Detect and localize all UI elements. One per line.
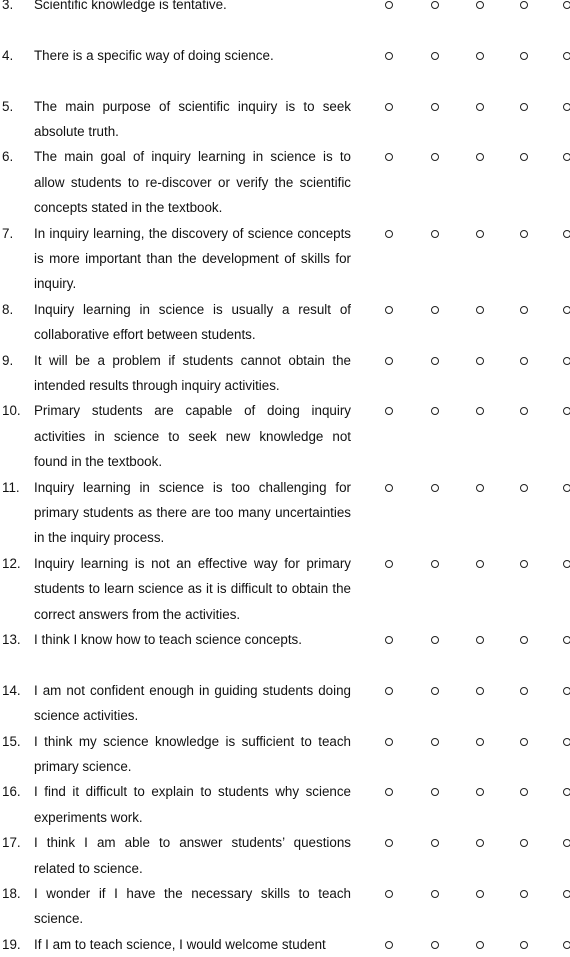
radio-option-2[interactable] (431, 738, 439, 746)
radio-option-3[interactable] (476, 153, 484, 161)
survey-item (0, 348, 570, 399)
radio-option-1[interactable] (385, 636, 393, 644)
radio-option-5[interactable] (563, 306, 570, 314)
item-statement: Inquiry learning in science is usually a result of collaborative effort between students. (34, 301, 351, 343)
radio-option-2[interactable] (431, 560, 439, 568)
response-options (351, 678, 570, 703)
radio-option-3[interactable] (476, 357, 484, 365)
radio-option-4[interactable] (520, 738, 528, 746)
survey-item (0, 551, 570, 627)
response-options (351, 475, 570, 500)
radio-option-5[interactable] (563, 407, 570, 415)
item-statement: I wonder if I have the necessary skills to teach science. (34, 885, 351, 927)
radio-option-3[interactable] (476, 636, 484, 644)
radio-option-2[interactable] (431, 839, 439, 847)
item-statement: I think I am able to answer students’ questions related to science. (34, 835, 351, 876)
survey-item (0, 297, 570, 348)
radio-option-5[interactable] (563, 738, 570, 746)
response-options (351, 221, 570, 246)
radio-option-3[interactable] (476, 407, 484, 415)
item-number: 3. (2, 0, 14, 12)
radio-option-5[interactable] (563, 560, 570, 568)
radio-option-4[interactable] (520, 357, 528, 365)
item-statement: If I am to teach science, I would welcome student (34, 936, 326, 952)
survey-item (0, 678, 570, 729)
survey-item (0, 94, 570, 145)
item-statement: Inquiry learning in science is too challenging for primary students as there are too many uncertainties in the inquiry process. (34, 479, 351, 546)
radio-option-5[interactable] (563, 357, 570, 365)
radio-option-3[interactable] (476, 788, 484, 796)
radio-option-2[interactable] (431, 788, 439, 796)
radio-option-3[interactable] (476, 687, 484, 695)
radio-option-1[interactable] (385, 941, 393, 949)
item-number: 11. (2, 479, 20, 495)
radio-option-3[interactable] (476, 52, 484, 60)
response-options (351, 94, 570, 119)
survey-item (0, 830, 570, 881)
survey-item (0, 881, 570, 932)
response-options (351, 144, 570, 169)
response-options (351, 729, 570, 754)
radio-option-4[interactable] (520, 306, 528, 314)
radio-option-2[interactable] (431, 103, 439, 111)
radio-option-1[interactable] (385, 1, 393, 9)
radio-option-2[interactable] (431, 407, 439, 415)
item-statement: I am not confident enough in guiding students doing science activities. (34, 682, 351, 724)
item-number: 16. (2, 784, 21, 800)
radio-option-5[interactable] (563, 839, 570, 847)
response-options (351, 551, 570, 576)
survey-item (0, 475, 570, 551)
radio-option-4[interactable] (520, 407, 528, 415)
radio-option-2[interactable] (431, 52, 439, 60)
item-number: 17. (2, 835, 21, 851)
radio-option-4[interactable] (520, 788, 528, 796)
item-number: 5. (2, 98, 14, 114)
radio-option-5[interactable] (563, 1, 570, 9)
radio-option-4[interactable] (520, 560, 528, 568)
survey-item (0, 221, 570, 297)
radio-option-5[interactable] (563, 52, 570, 60)
survey-item (0, 779, 570, 830)
item-number: 18. (2, 885, 21, 901)
item-statement: It will be a problem if students cannot obtain the intended results through inquiry activities. (34, 352, 351, 393)
response-options (351, 398, 570, 423)
item-number: 12. (2, 555, 21, 571)
radio-option-1[interactable] (385, 230, 393, 238)
item-statement: The main goal of inquiry learning in science is to allow students to re-discover or verify the scientific concepts stated in the textbook. (34, 149, 351, 216)
radio-option-3[interactable] (476, 890, 484, 898)
item-number: 8. (2, 301, 14, 317)
survey-item (0, 0, 570, 43)
item-number: 19. (2, 936, 21, 952)
radio-option-4[interactable] (520, 52, 528, 60)
response-options (351, 0, 570, 17)
response-options (351, 830, 570, 855)
radio-option-2[interactable] (431, 636, 439, 644)
radio-option-3[interactable] (476, 103, 484, 111)
radio-option-1[interactable] (385, 103, 393, 111)
radio-option-1[interactable] (385, 407, 393, 415)
radio-option-1[interactable] (385, 52, 393, 60)
radio-option-1[interactable] (385, 738, 393, 746)
survey-item (0, 932, 570, 957)
response-options (351, 932, 570, 957)
radio-option-3[interactable] (476, 484, 484, 492)
radio-option-5[interactable] (563, 687, 570, 695)
radio-option-4[interactable] (520, 890, 528, 898)
response-options (351, 627, 570, 652)
item-statement: I think I know how to teach science concepts. (34, 631, 302, 647)
radio-option-4[interactable] (520, 839, 528, 847)
response-options (351, 43, 570, 68)
survey-item (0, 398, 570, 474)
item-number: 7. (2, 225, 14, 241)
survey-item (0, 627, 570, 678)
item-number: 13. (2, 631, 21, 647)
radio-option-1[interactable] (385, 890, 393, 898)
radio-option-3[interactable] (476, 230, 484, 238)
radio-option-5[interactable] (563, 153, 570, 161)
item-number: 9. (2, 352, 14, 368)
radio-option-5[interactable] (563, 103, 570, 111)
survey-item (0, 144, 570, 220)
item-number: 10. (2, 403, 21, 419)
radio-option-1[interactable] (385, 788, 393, 796)
radio-option-2[interactable] (431, 153, 439, 161)
radio-option-2[interactable] (431, 357, 439, 365)
radio-option-4[interactable] (520, 484, 528, 492)
radio-option-2[interactable] (431, 306, 439, 314)
radio-option-2[interactable] (431, 941, 439, 949)
response-options (351, 779, 570, 804)
item-statement: I think my science knowledge is sufficient to teach primary science. (34, 733, 351, 774)
radio-option-3[interactable] (476, 1, 484, 9)
survey-item (0, 729, 570, 780)
radio-option-1[interactable] (385, 306, 393, 314)
radio-option-2[interactable] (431, 484, 439, 492)
radio-option-4[interactable] (520, 1, 528, 9)
radio-option-3[interactable] (476, 560, 484, 568)
radio-option-5[interactable] (563, 636, 570, 644)
radio-option-4[interactable] (520, 103, 528, 111)
radio-option-5[interactable] (563, 484, 570, 492)
item-statement: Primary students are capable of doing inquiry activities in science to seek new knowledge not found in the textbook. (34, 403, 351, 470)
item-statement: The main purpose of scientific inquiry is to seek absolute truth. (34, 98, 351, 139)
radio-option-3[interactable] (476, 738, 484, 746)
radio-option-4[interactable] (520, 687, 528, 695)
radio-option-1[interactable] (385, 560, 393, 568)
radio-option-1[interactable] (385, 153, 393, 161)
radio-option-3[interactable] (476, 306, 484, 314)
radio-option-4[interactable] (520, 636, 528, 644)
item-statement: Scientific knowledge is tentative. (34, 0, 227, 12)
radio-option-2[interactable] (431, 687, 439, 695)
radio-option-2[interactable] (431, 890, 439, 898)
item-number: 6. (2, 149, 14, 165)
radio-option-1[interactable] (385, 484, 393, 492)
radio-option-3[interactable] (476, 941, 484, 949)
radio-option-2[interactable] (431, 230, 439, 238)
item-number: 14. (2, 682, 21, 698)
item-number: 4. (2, 47, 14, 63)
survey-item (0, 43, 570, 94)
radio-option-5[interactable] (563, 788, 570, 796)
item-statement: In inquiry learning, the discovery of science concepts is more important than the development of skills for inquiry. (34, 225, 351, 292)
item-statement: I find it difficult to explain to students why science experiments work. (34, 784, 351, 825)
radio-option-4[interactable] (520, 941, 528, 949)
radio-option-3[interactable] (476, 839, 484, 847)
radio-option-1[interactable] (385, 839, 393, 847)
response-options (351, 881, 570, 906)
response-options (351, 297, 570, 322)
radio-option-1[interactable] (385, 687, 393, 695)
radio-option-5[interactable] (563, 941, 570, 949)
radio-option-5[interactable] (563, 230, 570, 238)
item-number: 15. (2, 733, 21, 749)
item-statement: There is a specific way of doing science. (34, 47, 274, 63)
radio-option-4[interactable] (520, 230, 528, 238)
radio-option-1[interactable] (385, 357, 393, 365)
radio-option-5[interactable] (563, 890, 570, 898)
radio-option-4[interactable] (520, 153, 528, 161)
radio-option-2[interactable] (431, 1, 439, 9)
response-options (351, 348, 570, 373)
item-statement: Inquiry learning is not an effective way for primary students to learn science as it is difficult to obtain the correct answers from the activities. (34, 555, 351, 622)
